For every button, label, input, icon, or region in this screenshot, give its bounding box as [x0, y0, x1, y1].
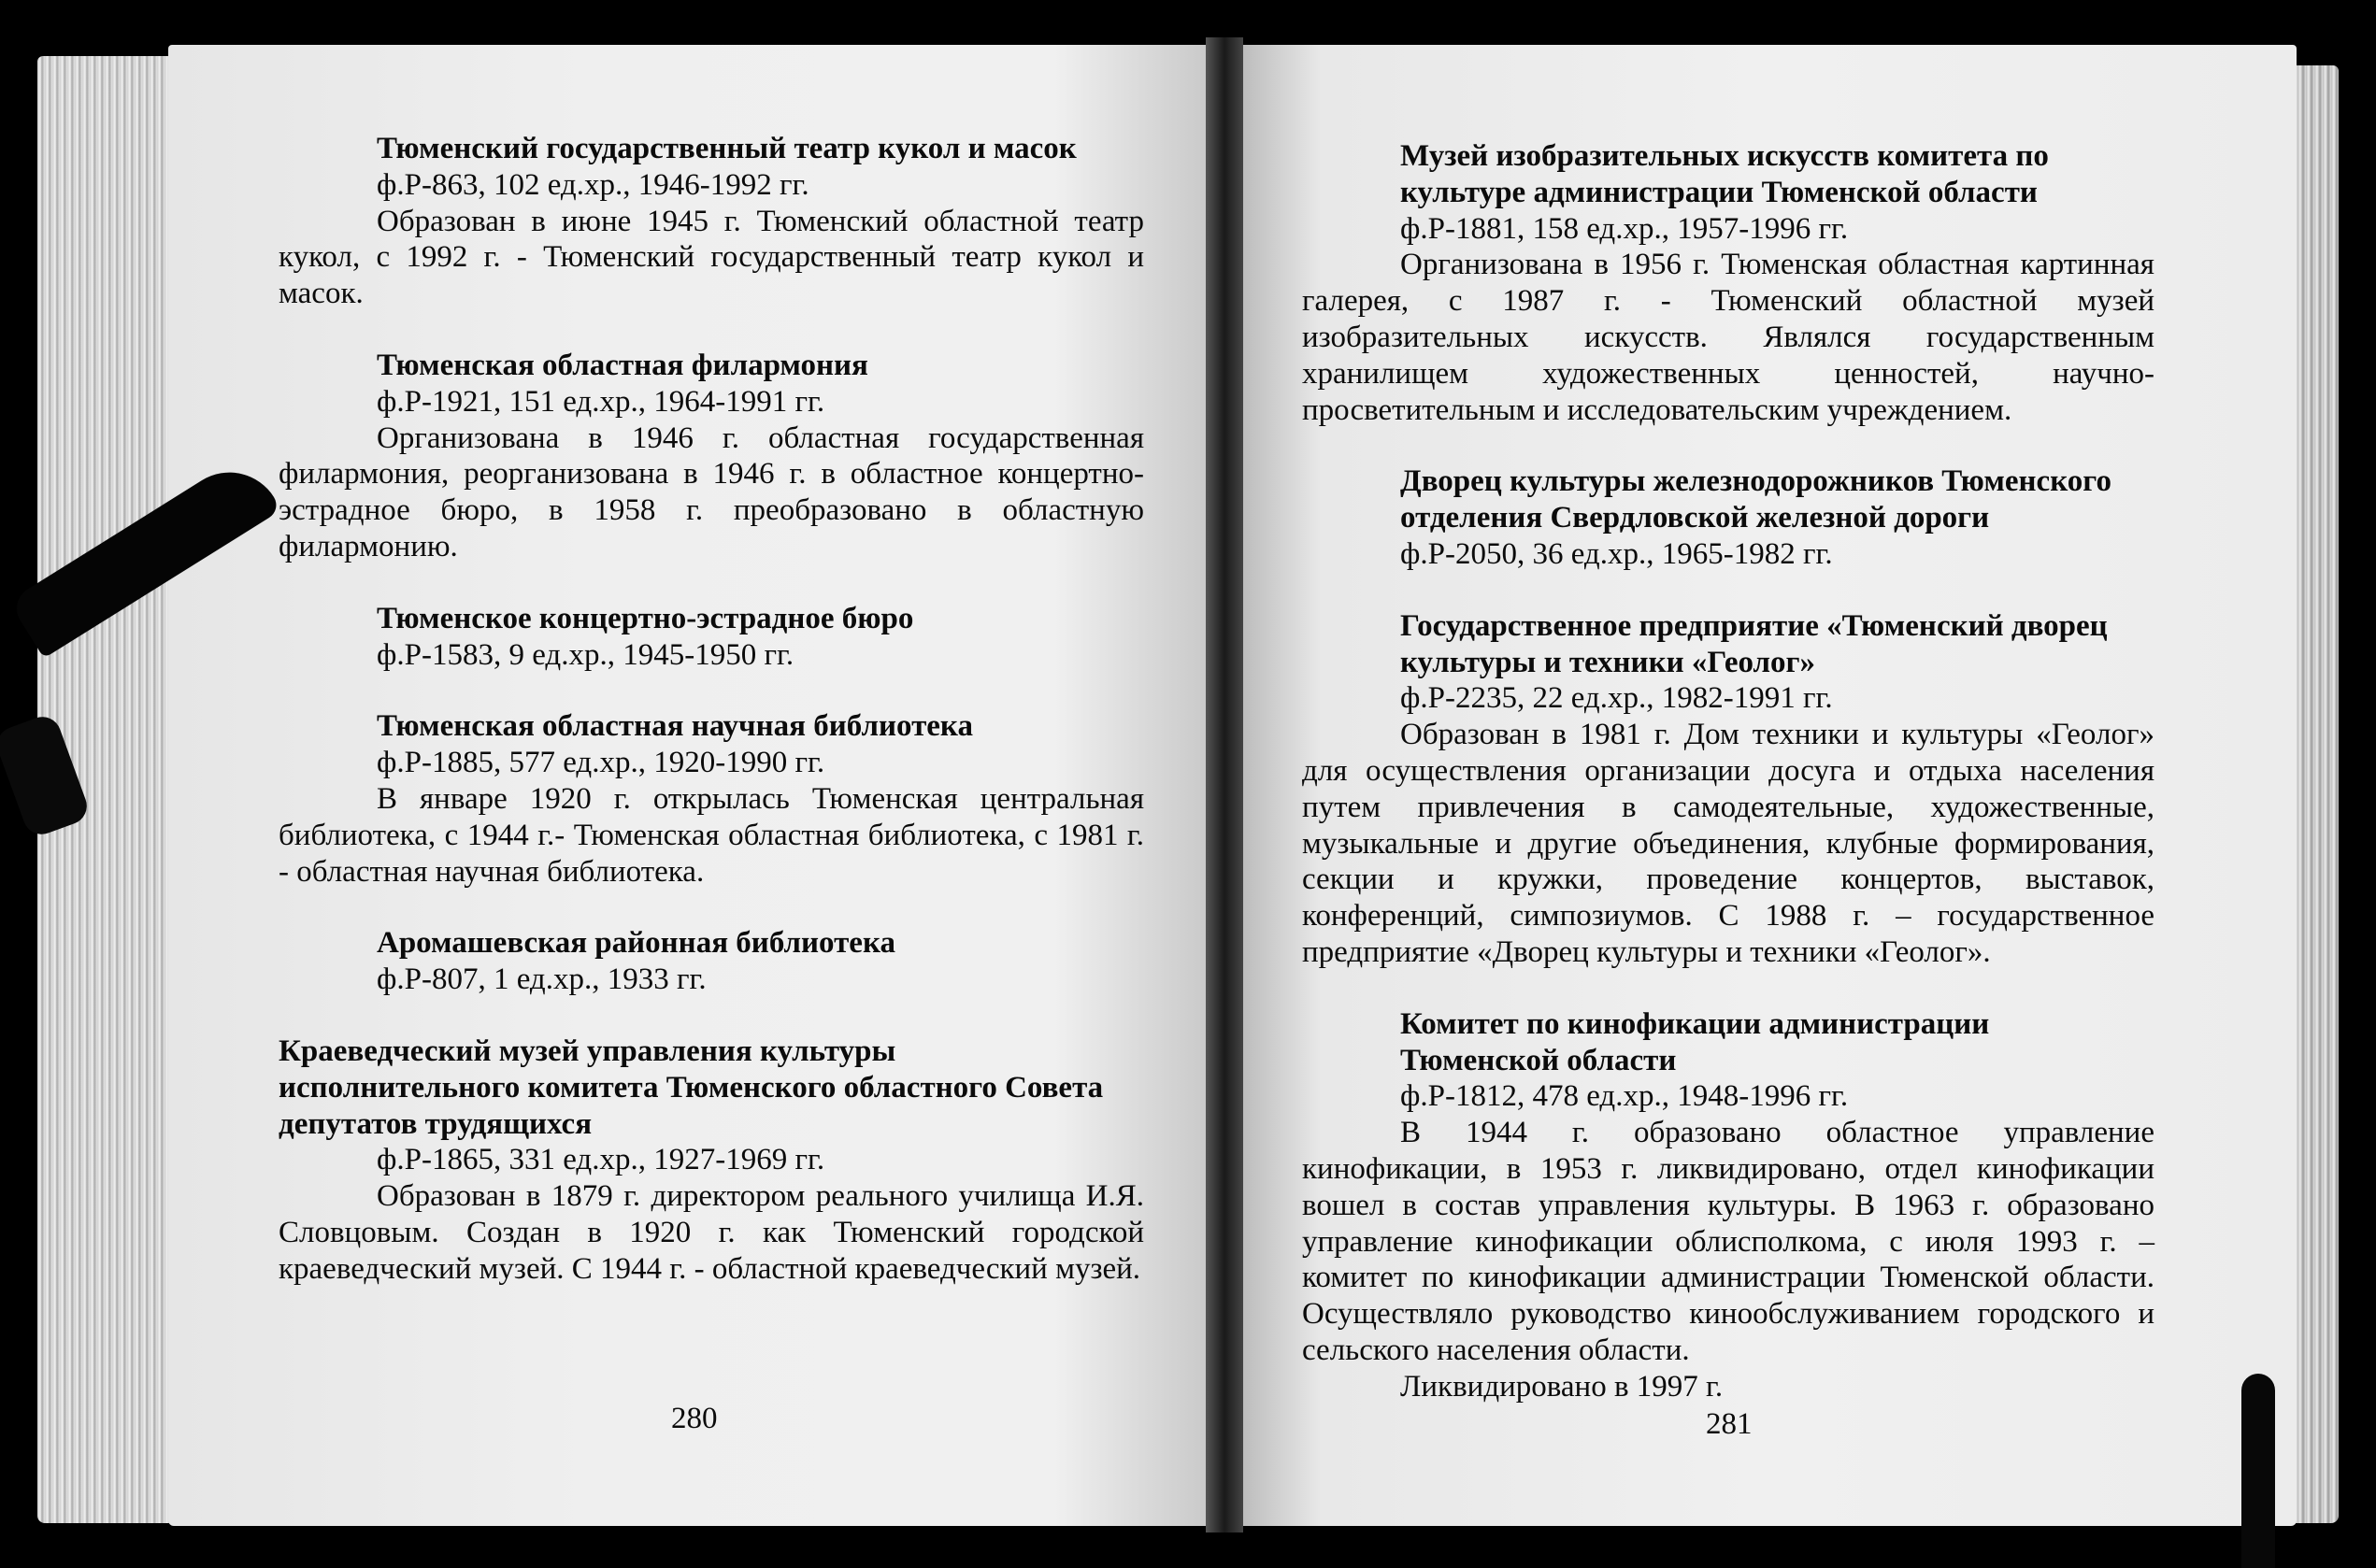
entry-fond: ф.Р-2235, 22 ед.хр., 1982-1991 гг. — [1400, 681, 1833, 716]
entry-railway-palace — [1302, 463, 2154, 572]
entry-description: Образован в июне 1945 г. Тюменский областной театр кукол, с 1992 г. - Тюменский государственный театр кукол и масок. — [279, 204, 1144, 311]
bookmark-ribbon-right — [2241, 1374, 2275, 1568]
entry-title: Тюменский государственный театр кукол и масок — [377, 132, 1077, 165]
entry-title: Дворец культуры железнодорожников Тюменского отделения Свердловской железной дороги — [1400, 464, 2111, 535]
entry-philharmonic — [279, 348, 1144, 565]
entry-local-history-museum — [279, 1033, 1144, 1288]
left-page-text — [279, 131, 1144, 1323]
entry-fond: ф.Р-1865, 331 ед.хр., 1927-1969 гг. — [377, 1143, 825, 1177]
entry-description: В январе 1920 г. открылась Тюменская центральная библиотека, с 1944 г.- Тюменская областная библиотека, с 1981 г. - областная научная библиотека. — [279, 781, 1144, 889]
entry-fond: ф.Р-1921, 151 ед.хр., 1964-1991 гг. — [377, 384, 825, 419]
entry-description: В 1944 г. образовано областное управление кинофикации, в 1953 г. ликвидировано, отдел кинофикации вошел в состав управления культуры. В 1963 г. образовано управление кинофикации облисполкома, с июля 1993 г. – комитет по кинофикации администрации Тюменской области. Осуществляло руководство кинообслуживанием городского и сельского населения области. — [1302, 1116, 2154, 1367]
entry-cinema-committee — [1302, 1006, 2154, 1405]
entry-fond: ф.Р-2050, 36 ед.хр., 1965-1982 гг. — [1400, 536, 1833, 571]
entry-geolog-palace — [1302, 608, 2154, 971]
entry-fond: ф.Р-1881, 158 ед.хр., 1957-1996 гг. — [1400, 211, 1849, 246]
entry-aromashevo-library — [279, 925, 1144, 998]
entry-description: Организована в 1946 г. областная государственная филармония, реорганизована в 1946 г. в областное концертно-эстрадное бюро, в 1958 г. преобразовано в областную филармонию. — [279, 421, 1144, 563]
entry-fond: ф.Р-1812, 478 ед.хр., 1948-1996 гг. — [1400, 1079, 1849, 1114]
entry-fond: ф.Р-863, 102 ед.хр., 1946-1992 гг. — [377, 167, 809, 202]
entry-title: Тюменская областная научная библиотека — [377, 709, 973, 744]
entry-title: Комитет по кинофикации администрации Тюменской области — [1400, 1006, 1990, 1077]
entry-science-library — [279, 708, 1144, 890]
entry-puppet-theatre — [279, 131, 1144, 312]
entry-fond: ф.Р-807, 1 ед.хр., 1933 гг. — [377, 962, 707, 997]
entry-description: Организована в 1956 г. Тюменская областная картинная галерея, с 1987 г. - Тюменский областной музей изобразительных искусств. Являлся государственным хранилищем художественных ценностей, научно-просветительным и исследовательским учреждением. — [1302, 248, 2154, 427]
right-page-text — [1302, 138, 2154, 1441]
page-number-right: 281 — [1706, 1407, 1753, 1441]
entry-title: Аромашевская районная библиотека — [377, 926, 895, 961]
entry-concert-bureau — [279, 601, 1144, 674]
page-number-left: 280 — [671, 1402, 718, 1435]
entry-title: Тюменское концертно-эстрадное бюро — [377, 601, 914, 635]
entry-fond: ф.Р-1885, 577 ед.хр., 1920-1990 гг. — [377, 746, 825, 780]
book-gutter — [1206, 37, 1243, 1532]
entry-fine-arts-museum — [1302, 138, 2154, 428]
entry-description-note: Ликвидировано в 1997 г. — [1400, 1369, 1724, 1404]
entry-title: Музей изобразительных искусств комитета по культуре администрации Тюменской области — [1400, 139, 2049, 209]
entry-description: Образован в 1981 г. Дом техники и культуры «Геолог» для осуществления организации досуга и отдыха населения путем привлечения в самодеятельные, художественные, музыкальные и другие объединения, клубные формирования, секции и кружки, проведение концертов, выставок, конференций, симпозиумов. С 1988 г. – государственное предприятие «Дворец культуры и техники «Геолог». — [1302, 718, 2154, 969]
entry-title: Государственное предприятие «Тюменский дворец культуры и техники «Геолог» — [1400, 608, 2108, 679]
entry-title: Тюменская областная филармония — [377, 348, 868, 382]
entry-description: Образован в 1879 г. директором реального училища И.Я. Словцовым. Создан в 1920 г. как Тюменский городской краеведческий музей. С 1944 г. - областной краеведческий музей. — [279, 1179, 1144, 1286]
entry-fond: ф.Р-1583, 9 ед.хр., 1945-1950 гг. — [377, 637, 794, 672]
entry-title: Краеведческий музей управления культуры исполнительного комитета Тюменского областного Совета депутатов трудящихся — [279, 1033, 1104, 1141]
